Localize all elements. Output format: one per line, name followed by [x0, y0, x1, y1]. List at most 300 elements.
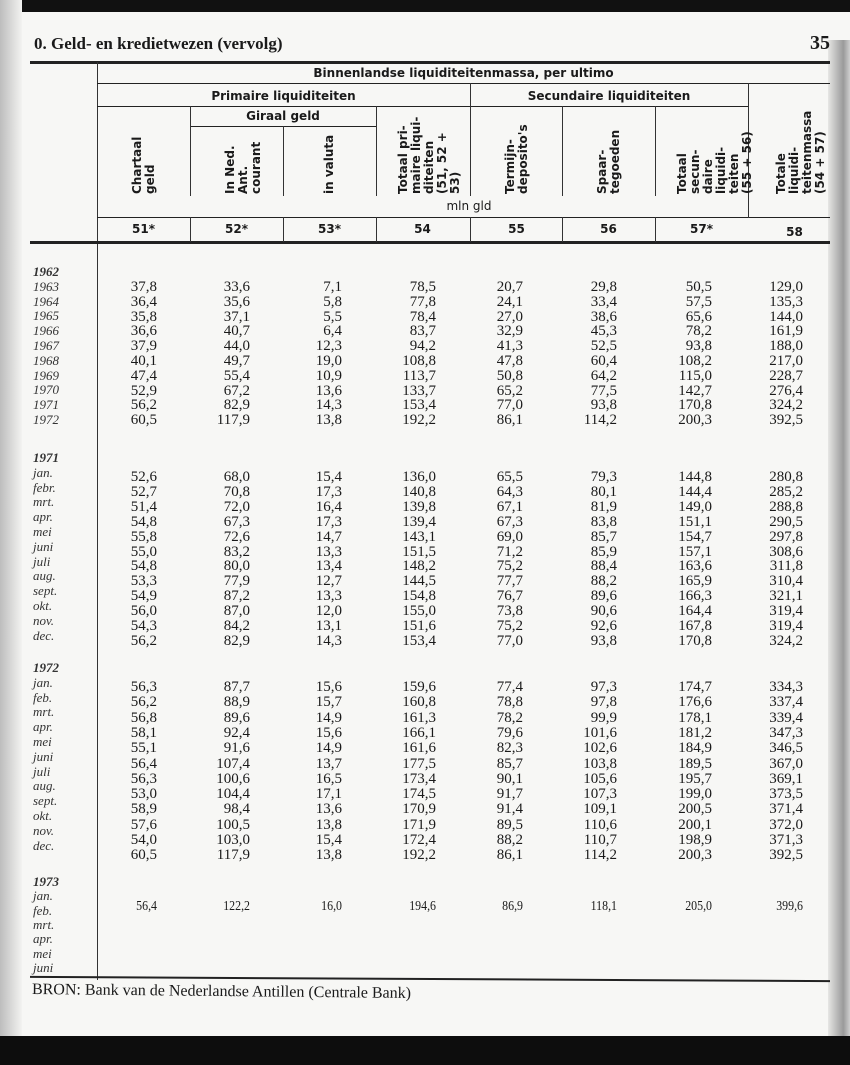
- table-cell: 49,7: [223, 353, 250, 369]
- row-label: dec.: [33, 837, 55, 853]
- row-label: juli: [33, 763, 51, 779]
- table-cell: 16,4: [315, 498, 342, 515]
- table-cell: 67,2: [223, 382, 250, 399]
- table-cell: 57,6: [130, 816, 157, 833]
- table-cell: 56,0: [130, 603, 157, 620]
- table-cell: 144,8: [678, 469, 712, 485]
- table-cell: 10,9: [315, 367, 342, 384]
- table-cell: 89,6: [590, 588, 617, 605]
- table-cell: 15,6: [315, 679, 342, 695]
- table-cell: 7,1: [323, 279, 342, 295]
- row-label: apr.: [33, 719, 53, 735]
- table-cell: 68,0: [223, 469, 250, 485]
- row-label: mei: [33, 945, 52, 961]
- table-cell: 100,5: [216, 816, 250, 833]
- table-cell: 13,1: [315, 618, 342, 634]
- row-label: feb.: [33, 902, 53, 918]
- column-code: 51*: [132, 222, 155, 236]
- table-cell: 77,5: [590, 382, 617, 399]
- table-cell: 321,1: [769, 588, 803, 605]
- column-header-line: Totale liquidi-: [774, 146, 801, 194]
- table-cell: 337,4: [769, 694, 803, 711]
- table-cell: 37,8: [130, 279, 157, 295]
- table-cell: 133,7: [402, 382, 436, 399]
- scan-edge-right: [828, 40, 850, 1040]
- table-cell: 88,4: [590, 558, 617, 575]
- table-cell: 90,1: [496, 770, 523, 787]
- table-cell: 58,1: [130, 724, 157, 741]
- table-cell: 108,8: [402, 353, 436, 369]
- table-cell: 13,3: [315, 543, 342, 560]
- table-cell: 311,8: [769, 558, 803, 575]
- table-cell: 88,2: [590, 573, 617, 590]
- table-cell: 199,0: [678, 786, 712, 803]
- table-cell: 64,3: [496, 483, 523, 500]
- rule: [97, 106, 748, 107]
- table-cell: 84,2: [223, 618, 250, 634]
- column-header-line: teitenmassa: [800, 110, 814, 194]
- table-cell: 205,0: [685, 899, 712, 914]
- table-cell: 192,2: [402, 412, 436, 429]
- table-cell: 6,4: [323, 323, 342, 340]
- table-cell: 101,6: [583, 724, 617, 741]
- table-cell: 151,1: [678, 513, 712, 530]
- table-cell: 13,4: [315, 558, 342, 575]
- table-cell: 139,4: [402, 513, 436, 530]
- row-label: mrt.: [33, 704, 55, 720]
- table-cell: 20,7: [496, 279, 523, 295]
- table-cell: 90,6: [590, 603, 617, 620]
- row-label: feb.: [33, 689, 53, 705]
- table-cell: 93,8: [590, 397, 617, 414]
- row-label: 1971: [33, 450, 59, 465]
- table-cell: 176,6: [678, 694, 712, 711]
- table-cell: 56,4: [130, 755, 157, 772]
- table-cell: 198,9: [678, 832, 712, 848]
- table-cell: 54,8: [130, 513, 157, 530]
- table-cell: 56,3: [130, 770, 157, 787]
- table-cell: 297,8: [769, 528, 803, 545]
- table-cell: 44,0: [223, 338, 250, 355]
- table-cell: 85,7: [590, 528, 617, 545]
- column-code: 57*: [690, 222, 713, 236]
- table-cell: 57,5: [685, 293, 712, 310]
- table-cell: 50,5: [685, 279, 712, 295]
- table-cell: 45,3: [590, 323, 617, 340]
- column-header-line: (54 + 57): [813, 131, 827, 194]
- column-header-line: (51, 52 + 53): [434, 132, 462, 194]
- table-cell: 86,9: [502, 899, 523, 914]
- table-cell: 200,3: [678, 412, 712, 429]
- table-cell: 151,6: [402, 618, 436, 634]
- table-cell: 91,7: [496, 786, 523, 803]
- row-label: juni: [33, 538, 54, 554]
- table-cell: 82,9: [223, 397, 250, 414]
- scan-edge-bottom: [0, 1036, 850, 1065]
- table-cell: 15,6: [315, 724, 342, 741]
- column-code: 52*: [225, 222, 248, 236]
- table-cell: 105,6: [583, 770, 617, 787]
- table-cell: 14,7: [315, 528, 342, 545]
- table-cell: 173,4: [402, 770, 436, 787]
- table-cell: 114,2: [583, 412, 617, 429]
- table-cell: 174,7: [678, 679, 712, 695]
- table-cell: 154,7: [678, 528, 712, 545]
- table-cell: 115,0: [678, 367, 712, 384]
- table-cell: 56,2: [130, 632, 157, 649]
- row-label: 1965: [33, 308, 59, 324]
- table-cell: 60,4: [590, 353, 617, 369]
- table-cell: 154,8: [402, 588, 436, 605]
- table-cell: 47,4: [130, 367, 157, 384]
- table-cell: 194,6: [409, 899, 436, 914]
- table-cell: 188,0: [769, 338, 803, 355]
- table-cell: 14,9: [315, 709, 342, 726]
- table-cell: 5,5: [323, 308, 342, 325]
- table-cell: 339,4: [769, 709, 803, 726]
- row-label: aug.: [33, 778, 56, 794]
- column-header-line: tegoeden: [607, 129, 622, 194]
- top-rule: [30, 61, 830, 64]
- row-label: mrt.: [33, 494, 55, 510]
- row-label: jan.: [33, 464, 53, 480]
- table-cell: 56,2: [130, 397, 157, 414]
- table-cell: 36,4: [130, 293, 157, 310]
- page-title: 0. Geld- en kredietwezen (vervolg): [34, 34, 283, 53]
- table-cell: 35,8: [130, 308, 157, 325]
- table-cell: 94,2: [409, 338, 436, 355]
- row-label: okt.: [33, 598, 53, 613]
- table-cell: 166,1: [402, 724, 436, 741]
- column-header-53: [323, 132, 336, 194]
- table-cell: 83,2: [223, 543, 250, 560]
- table-cell: 29,8: [590, 279, 617, 295]
- table-cell: 98,4: [223, 801, 250, 818]
- column-header-line: daire liquidi-: [700, 146, 728, 194]
- table-cell: 139,8: [402, 498, 436, 515]
- table-cell: 78,5: [409, 279, 436, 295]
- table-cell: 85,7: [496, 755, 523, 772]
- row-label: 1973: [33, 874, 59, 889]
- table-cell: 200,1: [678, 816, 712, 833]
- table-cell: 65,2: [496, 382, 523, 399]
- table-cell: 75,2: [496, 618, 523, 634]
- table-cell: 56,2: [130, 694, 157, 711]
- rule: [97, 217, 830, 218]
- table-cell: 55,1: [130, 740, 157, 757]
- table-cell: 163,6: [678, 558, 712, 575]
- table-cell: 85,9: [590, 543, 617, 560]
- table-cell: 102,6: [583, 740, 617, 757]
- table-cell: 200,5: [678, 801, 712, 818]
- column-header-line: Totaal secun-: [674, 149, 702, 194]
- row-label: 1971: [33, 397, 59, 413]
- table-cell: 55,0: [130, 543, 157, 560]
- table-cell: 88,9: [223, 694, 250, 711]
- table-cell: 108,2: [678, 353, 712, 369]
- table-cell: 346,5: [769, 740, 803, 757]
- table-cell: 161,6: [402, 740, 436, 757]
- table-cell: 276,4: [769, 382, 803, 399]
- table-cell: 40,7: [223, 323, 250, 340]
- table-cell: 55,8: [130, 528, 157, 545]
- table-cell: 36,6: [130, 323, 157, 340]
- table-cell: 93,8: [590, 632, 617, 649]
- table-cell: 97,3: [590, 679, 617, 695]
- table-cell: 72,6: [223, 528, 250, 545]
- table-cell: 88,2: [496, 832, 523, 848]
- table-cell: 103,8: [583, 755, 617, 772]
- column-header-line: Chartaal: [129, 136, 144, 194]
- column-header-line: courant: [248, 141, 263, 194]
- row-label: febr.: [33, 479, 56, 495]
- column-header-52: [224, 132, 263, 194]
- table-cell: 93,8: [685, 338, 712, 355]
- column-header-line: geld: [142, 164, 157, 194]
- column-header-58: [775, 112, 827, 194]
- table-cell: 82,3: [496, 740, 523, 757]
- scan-edge-top: [0, 0, 850, 12]
- table-cell: 77,8: [409, 293, 436, 310]
- table-cell: 151,5: [402, 543, 436, 560]
- column-header-line: Totaal pri-: [395, 125, 410, 194]
- table-cell: 13,8: [315, 412, 342, 429]
- table-cell: 87,7: [223, 679, 250, 695]
- table-cell: 113,7: [402, 367, 436, 384]
- table-cell: 67,1: [496, 498, 523, 515]
- table-cell: 73,8: [496, 603, 523, 620]
- table-cell: 53,0: [130, 786, 157, 803]
- table-cell: 392,5: [769, 847, 803, 864]
- rule: [97, 83, 830, 84]
- table-cell: 55,4: [223, 367, 250, 384]
- table-cell: 92,4: [223, 724, 250, 741]
- table-cell: 72,0: [223, 498, 250, 515]
- table-cell: 161,9: [769, 323, 803, 340]
- table-cell: 89,6: [223, 709, 250, 726]
- table-cell: 109,1: [583, 801, 617, 818]
- table-cell: 19,0: [315, 353, 342, 369]
- col-divider: [283, 126, 284, 196]
- table-cell: 12,7: [315, 573, 342, 590]
- table-cell: 65,5: [496, 469, 523, 485]
- row-label: juni: [33, 748, 54, 764]
- table-cell: 83,7: [409, 323, 436, 340]
- table-cell: 27,0: [496, 308, 523, 325]
- table-cell: 78,4: [409, 308, 436, 325]
- table-cell: 14,3: [315, 397, 342, 414]
- column-header-line: diteiten: [421, 140, 436, 194]
- table-cell: 77,0: [496, 632, 523, 649]
- table-cell: 160,8: [402, 694, 436, 711]
- group-primary-header: Primaire liquiditeiten: [211, 89, 356, 103]
- column-code: 54: [414, 222, 431, 236]
- table-cell: 33,4: [590, 293, 617, 310]
- header-bottom-rule: [30, 241, 830, 244]
- table-cell: 129,0: [769, 279, 803, 295]
- table-cell: 87,0: [223, 603, 250, 620]
- row-label: 1962: [33, 264, 59, 279]
- table-cell: 78,8: [496, 694, 523, 711]
- row-label: mei: [33, 734, 52, 749]
- row-label: 1972: [33, 412, 59, 427]
- table-cell: 54,0: [130, 832, 157, 848]
- row-label: 1966: [33, 323, 59, 339]
- table-cell: 372,0: [769, 816, 803, 833]
- column-header-56: [596, 112, 622, 194]
- column-header-line: teiten: [726, 153, 741, 194]
- table-cell: 117,9: [216, 412, 250, 429]
- column-header-57: [676, 112, 754, 194]
- table-cell: 80,0: [223, 558, 250, 575]
- table-cell: 32,9: [496, 323, 523, 340]
- table-cell: 14,3: [315, 632, 342, 649]
- table-cell: 107,3: [583, 786, 617, 803]
- table-cell: 371,4: [769, 801, 803, 818]
- table-cell: 16,0: [321, 899, 342, 914]
- table-cell: 143,1: [402, 528, 436, 545]
- table-cell: 122,2: [223, 899, 250, 914]
- column-code: 53*: [318, 222, 341, 236]
- table-cell: 54,9: [130, 588, 157, 605]
- column-code: 56: [600, 222, 617, 236]
- table-cell: 195,7: [678, 770, 712, 787]
- table-cell: 13,8: [315, 847, 342, 864]
- column-header-line: Termijn-: [502, 139, 517, 194]
- table-cell: 67,3: [496, 513, 523, 530]
- table-cell: 77,4: [496, 679, 523, 695]
- column-header-51: [131, 112, 157, 194]
- table-cell: 149,0: [678, 498, 712, 515]
- source-note: BRON: Bank van de Nederlandse Antillen (Centrale Bank): [31, 981, 412, 1002]
- table-cell: 86,1: [496, 412, 523, 429]
- table-cell: 86,1: [496, 847, 523, 864]
- table-cell: 324,2: [769, 632, 803, 649]
- table-cell: 172,4: [402, 832, 436, 848]
- table-cell: 77,0: [496, 397, 523, 414]
- table-cell: 165,9: [678, 573, 712, 590]
- table-cell: 78,2: [685, 323, 712, 340]
- row-label: apr.: [33, 509, 53, 525]
- table-cell: 99,9: [590, 709, 617, 726]
- table-cell: 117,9: [216, 847, 250, 864]
- table-cell: 200,3: [678, 847, 712, 864]
- table-cell: 371,3: [769, 832, 803, 848]
- row-label: jan.: [33, 888, 53, 904]
- table-cell: 16,5: [315, 770, 342, 787]
- table-cell: 110,6: [583, 816, 617, 833]
- table-cell: 75,2: [496, 558, 523, 575]
- table-cell: 347,3: [769, 724, 803, 741]
- table-cell: 83,8: [590, 513, 617, 530]
- unit-label: mln gld: [446, 199, 492, 213]
- table-cell: 367,0: [769, 755, 803, 772]
- table-cell: 178,1: [678, 709, 712, 726]
- row-label: dec.: [33, 627, 55, 643]
- row-label: juli: [33, 553, 51, 569]
- table-cell: 58,9: [130, 801, 157, 818]
- table-cell: 14,9: [315, 740, 342, 757]
- group-secondary-header: Secundaire liquiditeiten: [527, 89, 691, 103]
- table-cell: 13,6: [315, 801, 342, 818]
- table-cell: 373,5: [769, 786, 803, 803]
- table-cell: 144,0: [769, 308, 803, 325]
- column-header-line: Spaar-: [594, 149, 609, 194]
- scan-edge-left: [0, 0, 22, 1065]
- row-label: 1967: [33, 338, 59, 353]
- table-cell: 60,5: [130, 412, 157, 429]
- table-cell: 33,6: [223, 279, 250, 295]
- table-cell: 70,8: [223, 483, 250, 500]
- table-cell: 67,3: [223, 513, 250, 530]
- table-cell: 285,2: [769, 483, 803, 500]
- table-cell: 192,2: [402, 847, 436, 864]
- table-cell: 217,0: [769, 353, 803, 369]
- table-cell: 13,3: [315, 588, 342, 605]
- table-cell: 37,9: [130, 338, 157, 355]
- page-number: 35: [810, 32, 830, 54]
- row-label: apr.: [33, 931, 53, 947]
- row-label: juni: [33, 959, 54, 975]
- table-cell: 288,8: [769, 498, 803, 515]
- table-cell: 167,8: [678, 618, 712, 634]
- table-cell: 171,9: [402, 816, 436, 833]
- table-cell: 135,3: [769, 293, 803, 310]
- col-divider: [655, 106, 656, 196]
- row-label: 1968: [33, 352, 59, 368]
- row-label: sept.: [33, 583, 58, 599]
- table-cell: 54,8: [130, 558, 157, 575]
- table-cell: 166,3: [678, 588, 712, 605]
- table-cell: 161,3: [402, 709, 436, 726]
- table-cell: 52,6: [130, 469, 157, 485]
- table-cell: 81,9: [590, 498, 617, 515]
- column-header-55: [504, 112, 530, 194]
- table-cell: 40,1: [130, 353, 157, 369]
- table-cell: 280,8: [769, 469, 803, 485]
- table-cell: 80,1: [590, 483, 617, 500]
- table-cell: 136,0: [402, 469, 436, 485]
- column-header-54: [397, 112, 462, 194]
- table-cell: 144,4: [678, 483, 712, 500]
- subgroup-giraal-header: Giraal geld: [246, 109, 320, 123]
- table-cell: 17,3: [315, 483, 342, 500]
- table-cell: 71,2: [496, 543, 523, 560]
- table-cell: 38,6: [590, 308, 617, 325]
- column-header-line: maire liqui-: [408, 116, 423, 194]
- table-cell: 15,7: [315, 694, 342, 711]
- row-label: okt.: [33, 808, 53, 823]
- column-code: 55: [508, 222, 525, 236]
- row-label: nov.: [33, 612, 55, 628]
- table-cell: 89,5: [496, 816, 523, 833]
- table-cell: 15,4: [315, 832, 342, 848]
- table-cell: 65,6: [685, 308, 712, 325]
- row-label: 1970: [33, 382, 59, 398]
- table-cell: 170,9: [402, 801, 436, 818]
- table-cell: 184,9: [678, 740, 712, 757]
- table-cell: 157,1: [678, 543, 712, 560]
- table-cell: 56,8: [130, 709, 157, 726]
- table-cell: 140,8: [402, 483, 436, 500]
- table-cell: 52,9: [130, 382, 157, 399]
- table-cell: 60,5: [130, 847, 157, 864]
- table-cell: 56,3: [130, 679, 157, 695]
- table-cell: 399,6: [776, 899, 803, 914]
- col-divider: [562, 106, 563, 196]
- table-cell: 24,1: [496, 293, 523, 310]
- table-cell: 15,4: [315, 469, 342, 485]
